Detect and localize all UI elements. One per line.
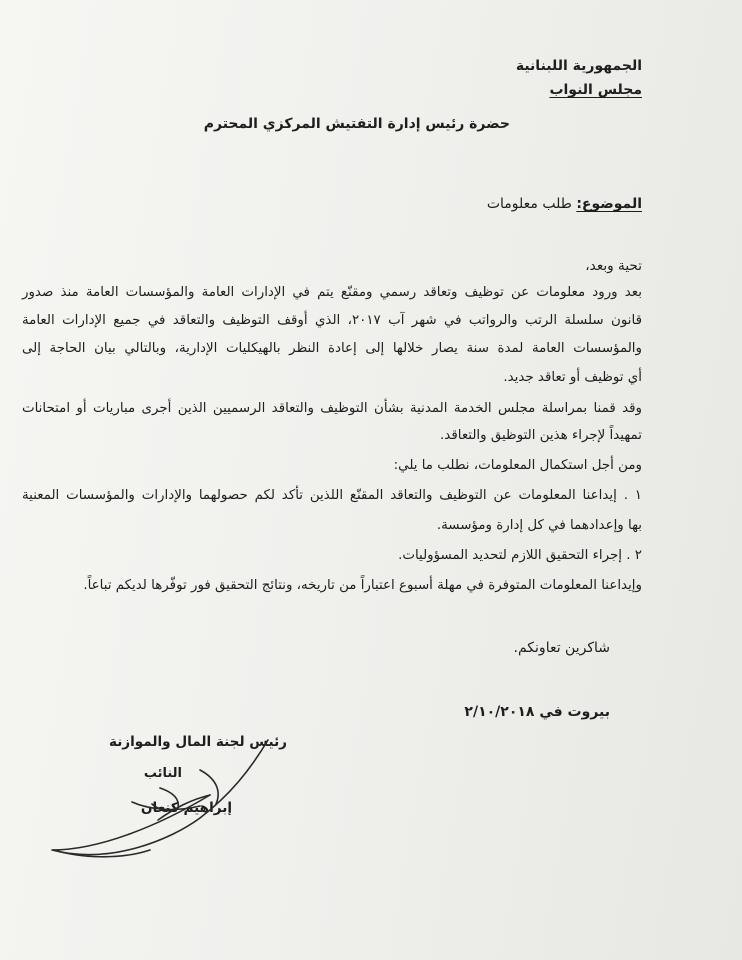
subject-label: الموضوع: xyxy=(576,196,642,212)
body-line: وإيداعنا المعلومات المتوفرة في مهلة أسبوع اعتباراً من تاريخه، ونتائج التحقيق فور توفّرها لديكم تباعاً. xyxy=(83,578,642,593)
body-line: والمؤسسات العامة لمدة سنة يصار خلالها إلى إعادة النظر بالهيكليات الإدارية، وبالتالي بيان الحاجة إلى xyxy=(22,341,642,356)
greeting: تحية وبعد، xyxy=(585,258,642,274)
signatory-name: إبراهيم كنعان xyxy=(140,800,232,816)
body-line: وقد قمنا بمراسلة مجلس الخدمة المدنية بشأن التوظيف والتعاقد الرسميين الذين أجرى مباريات أو امتحانات xyxy=(22,401,642,416)
body-line: بعد ورود معلومات عن توظيف وتعاقد رسمي ومقنّع يتم في الإدارات العامة والمؤسسات العامة منذ صدور xyxy=(22,285,642,300)
subject-text: طلب معلومات xyxy=(486,196,572,212)
org-parliament: مجلس النواب xyxy=(549,82,642,98)
subject-line xyxy=(487,196,642,212)
body-line: قانون سلسلة الرتب والرواتب في شهر آب ٢٠١٧، الذي أوقف التوظيف والتعاقد في جميع الإدارات العامة xyxy=(22,313,642,328)
request-item-2: ٢ . إجراء التحقيق اللازم لتحديد المسؤوليات. xyxy=(398,548,642,563)
body-line: ومن أجل استكمال المعلومات، نطلب ما يلي: xyxy=(393,458,642,473)
body-line: أي توظيف أو تعاقد جديد. xyxy=(503,370,642,385)
org-republic: الجمهورية اللبنانية xyxy=(515,58,642,74)
request-item-1: ١ . إيداعنا المعلومات عن التوظيف والتعاقد المقنّع اللذين تأكد لكم حصولهما والإدارات والمؤسسات المعنية xyxy=(22,488,642,503)
closing: شاكرين تعاونكم. xyxy=(513,640,610,656)
request-item-1-cont: بها وإعدادهما في كل إدارة ومؤسسة. xyxy=(436,518,642,533)
body-line: تمهيداً لإجراء هذين التوظيق والتعاقد. xyxy=(440,428,642,443)
signatory-role: النائب xyxy=(143,766,182,781)
date-line: بيروت في ٢/١٠/٢٠١٨ xyxy=(464,704,610,720)
handwritten-signature-icon xyxy=(40,700,280,880)
addressee: حضرة رئيس إدارة التفتيش المركزي المحترم xyxy=(203,116,510,132)
signatory-title: رئيس لجنة المال والموازنة xyxy=(108,734,287,750)
